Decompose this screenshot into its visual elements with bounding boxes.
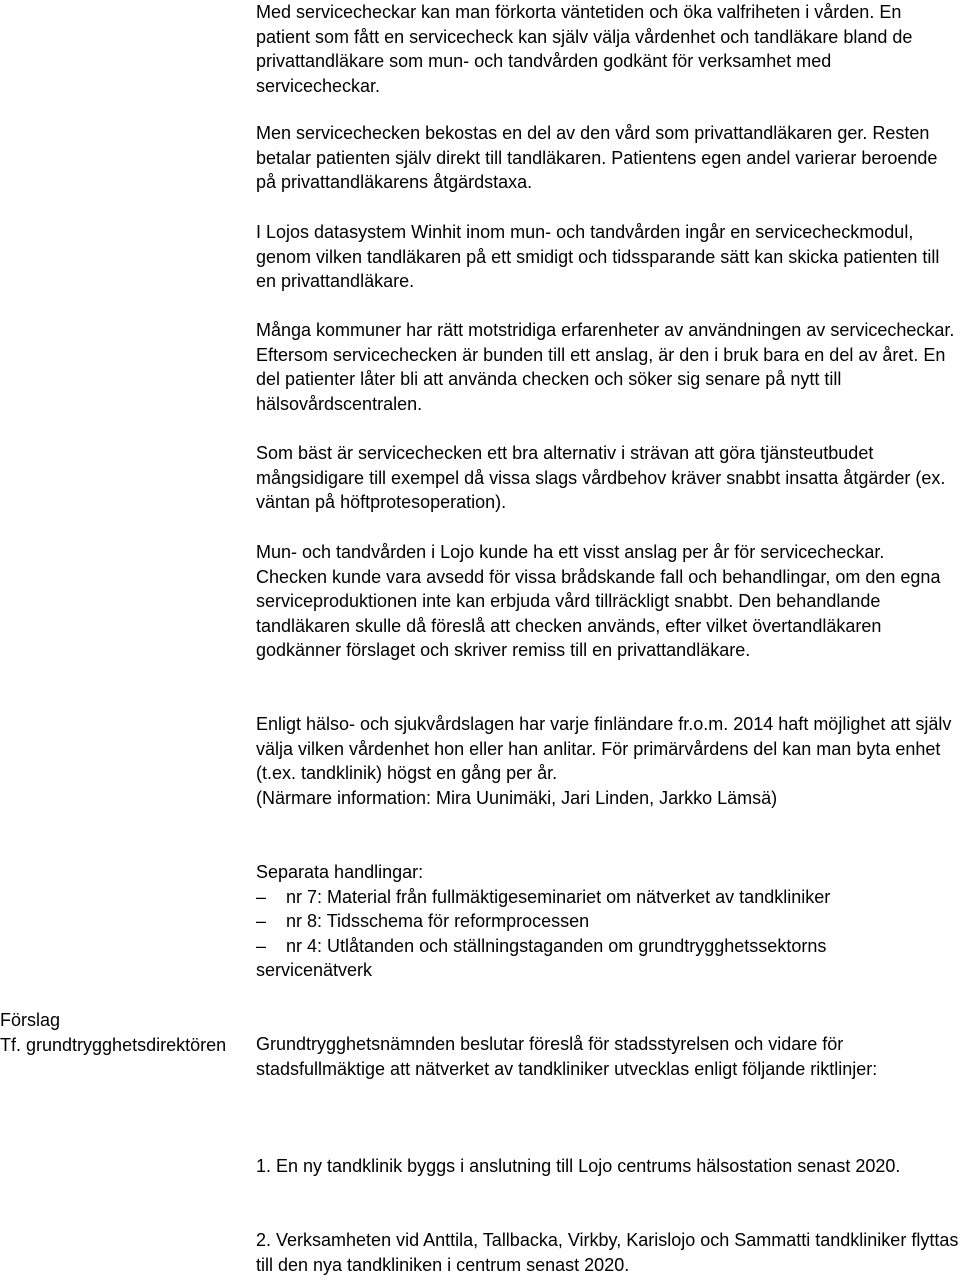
paragraph-servicecheck-intro: Med servicecheckar kan man förkorta väntetiden och öka valfriheten i vården. En patient som fått en servicecheck kan själv välja vårdenhet och tandläkare bland de privattandläkare som mun- och tandvården godkänt för verksamhet med servicecheckar. [256, 2, 913, 96]
attachment-item [256, 909, 958, 934]
paragraph-health-law [256, 712, 958, 810]
proposal-item-1: 1. En ny tandklinik byggs i anslutning till Lojo centrums hälsostation senast 2020. [256, 1156, 901, 1176]
paragraph-winhit-system: I Lojos datasystem Winhit inom mun- och tandvården ingår en servicecheckmodul, genom vilken tandläkaren på ett smidigt och tidssparande sätt kan skicka patienten till en privattandläkare. [256, 222, 940, 291]
paragraph-servicecheck-cost: Men servicechecken bekostas en del av den vård som privattandläkaren ger. Resten betalar patienten själv direkt till tandläkaren. Patientens egen andel varierar beroende på privattandläkarens åtgärdstaxa. [256, 123, 938, 192]
attachment-item [256, 934, 958, 959]
dash-marker: – [256, 911, 267, 931]
paragraph-best-alternative: Som bäst är servicechecken ett bra alternativ i strävan att göra tjänsteutbudet mångsidigare till exempel då vissa slags vårdbehov kräver snabbt insatta åtgärder (ex. väntan på höftprotesoperation). [256, 443, 946, 512]
paragraph-lojo-allocation: Mun- och tandvården i Lojo kunde ha ett visst anslag per år för servicecheckar. Checken kunde vara avsedd för vissa brådskande fall och behandlingar, om den egna serviceproduktionen inte kan erbjuda vård tillräckligt snabbt. Den behandlande tandläkaren skulle då föreslå att checken används, efter vilket övertandläkaren godkänner förslaget och skriver remiss till en privattandläkare. [256, 542, 941, 660]
paragraph-health-law-text: Enligt hälso- och sjukvårdslagen har varje finländare fr.o.m. 2014 haft möjlighet att själv välja vilken vårdenhet hon eller han anlitar. För primärvårdens del kan man byta enhet (t.ex. tandklinik) högst en gång per år. [256, 714, 952, 783]
proposal-label: Förslag [0, 1010, 61, 1030]
attachment-text: nr 8: Tidsschema för reformprocessen [286, 911, 590, 931]
dash-marker: – [256, 886, 267, 907]
attachment-text: nr 4: Utlåtanden och ställningstaganden om grundtrygghetssektorns [286, 935, 827, 956]
paragraph-more-information: (Närmare information: Mira Uunimäki, Jari Linden, Jarkko Lämsä) [256, 787, 778, 808]
proposal-author: Tf. grundtrygghetsdirektören [0, 1034, 227, 1055]
attachment-text: nr 7: Material från fullmäktigeseminariet om nätverket av tandkliniker [286, 886, 831, 907]
dash-marker: – [256, 935, 267, 956]
attachment-continuation: servicenätverk [256, 960, 373, 980]
proposal-intro: Grundtrygghetsnämnden beslutar föreslå för stadsstyrelsen och vidare för stadsfullmäktige att nätverket av tandkliniker utvecklas enligt följande riktlinjer: [256, 1034, 878, 1079]
proposal-item-2: 2. Verksamheten vid Anttila, Tallbacka, Virkby, Karislojo och Sammatti tandkliniker flyttas till den nya tandkliniken i centrum senast 2020. [256, 1230, 959, 1275]
attachment-item [256, 885, 958, 910]
attachments-heading: Separata handlingar: [256, 862, 424, 882]
paragraph-municipal-experience: Många kommuner har rätt motstridiga erfarenheter av användningen av servicecheckar. Eftersom servicechecken är bunden till ett anslag, är den i bruk bara en del av året. En del patienter låter bli att använda checken och söker sig senare på nytt till hälsovårdscentralen. [256, 320, 955, 414]
attachments-section [256, 860, 958, 983]
proposal-margin [0, 1008, 260, 1057]
